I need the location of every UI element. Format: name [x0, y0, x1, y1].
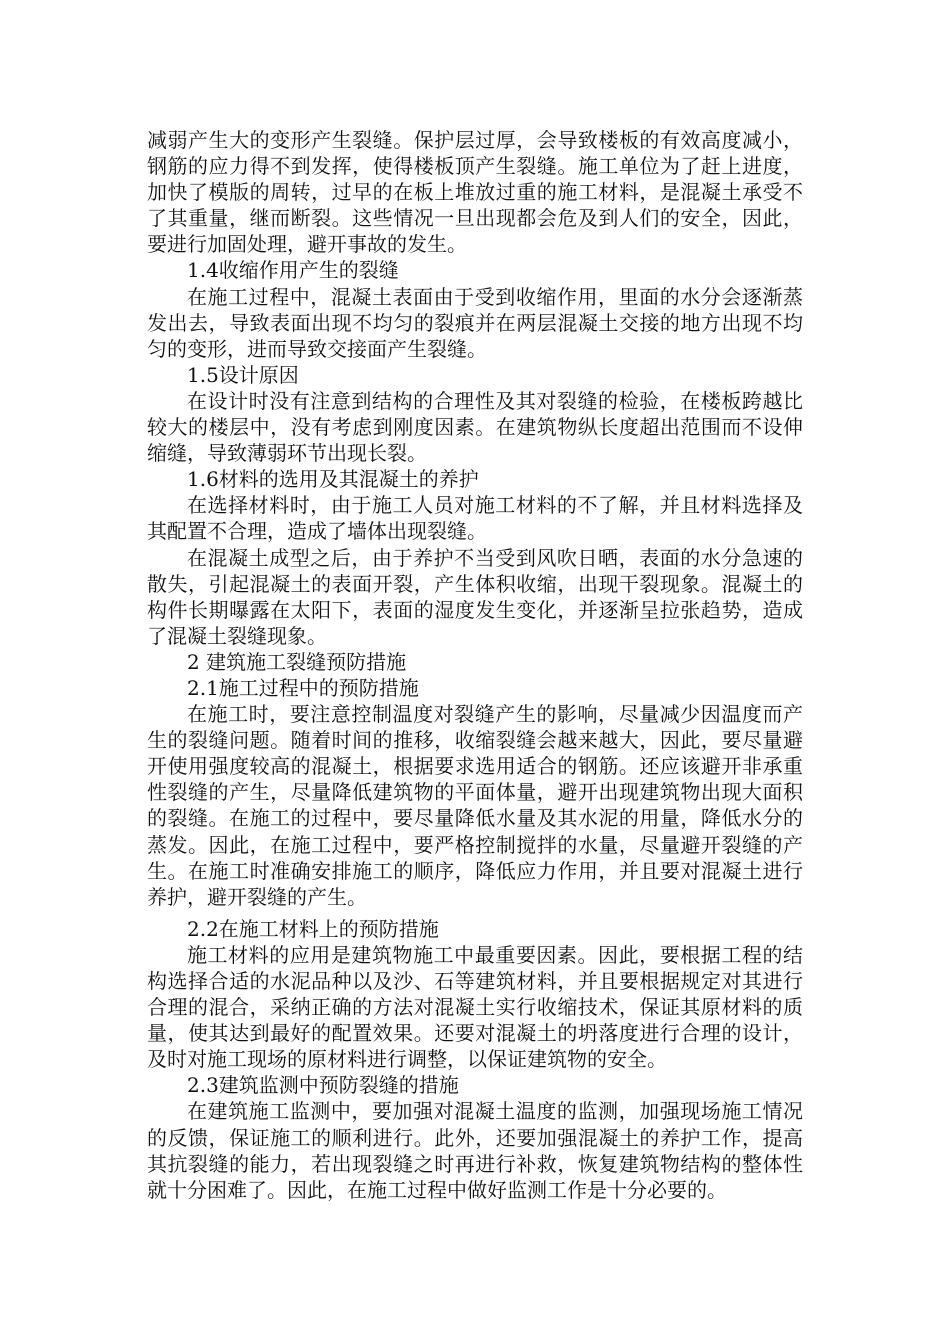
paragraph-1-5: 在设计时没有注意到结构的合理性及其对裂缝的检验，在楼板跨越比较大的楼层中，没有考虑到刚度因素。在建筑物纵长度超出范围而不设伸缩缝，导致薄弱环节出现长裂。 [147, 388, 803, 466]
section-heading-2-1: 2.1施工过程中的预防措施 [187, 675, 419, 700]
section-heading-1-5: 1.5设计原因 [187, 362, 299, 387]
paragraph-2-2: 施工材料的应用是建筑物施工中最重要因素。因此，要根据工程的结构选择合适的水泥品种以及沙、石等建筑材料，并且要根据规定对其进行合理的混合，采纳正确的方法对混凝土实行收缩技术，保证其原材料的质量，使其达到最好的配置效果。还要对混凝土的坍落度进行合理的设计，及时对施工现场的原材料进行调整，以保证建筑物的安全。 [147, 942, 803, 1072]
paragraph-continued: 减弱产生大的变形产生裂缝。保护层过厚，会导致楼板的有效高度减小，钢筋的应力得不到发挥，使得楼板顶产生裂缝。施工单位为了赶上进度，加快了模版的周转，过早的在板上堆放过重的施工材料，是混凝土承受不了其重量，继而断裂。这些情况一旦出现都会危及到人们的安全，因此，要进行加固处理，避开事故的发生。 [147, 128, 803, 257]
section-heading-2-2: 2.2在施工材料上的预防措施 [187, 916, 439, 941]
paragraph-1-6-a: 在选择材料时，由于施工人员对施工材料的不了解，并且材料选择及其配置不合理，造成了墙体出现裂缝。 [147, 493, 803, 544]
section-heading-2-3: 2.3建筑监测中预防裂缝的措施 [187, 1073, 459, 1098]
paragraph-1-4: 在施工过程中，混凝土表面由于受到收缩作用，里面的水分会逐渐蒸发出去，导致表面出现不均匀的裂痕并在两层混凝土交接的地方出现不均匀的变形，进而导致交接面产生裂缝。 [147, 284, 803, 361]
document-body [147, 127, 803, 1203]
section-heading-1-6: 1.6材料的选用及其混凝土的养护 [187, 467, 479, 492]
section-heading-1-4: 1.4收缩作用产生的裂缝 [187, 258, 399, 283]
paragraph-2-3: 在建筑施工监测中，要加强对混凝土温度的监测，加强现场施工情况的反馈，保证施工的顺利进行。此外，还要加强混凝土的养护工作，提高其抗裂缝的能力，若出现裂缝之时再进行补救，恢复建筑物结构的整体性就十分困难了。因此，在施工过程中做好监测工作是十分必要的。 [147, 1099, 803, 1202]
paragraph-1-6-b: 在混凝土成型之后，由于养护不当受到风吹日晒，表面的水分急速的散失，引起混凝土的表面开裂，产生体积收缩，出现干裂现象。混凝土的构件长期曝露在太阳下，表面的湿度发生变化，并逐渐呈拉张趋势，造成了混凝土裂缝现象。 [147, 545, 803, 648]
chapter-heading-2: 2 建筑施工裂缝预防措施 [187, 649, 407, 674]
paragraph-2-1: 在施工时，要注意控制温度对裂缝产生的影响，尽量减少因温度而产生的裂缝问题。随着时间的推移，收缩裂缝会越来越大，因此，要尽量避开使用强度较高的混凝土，根据要求选用适合的钢筋。还应该避开非承重性裂缝的产生，尽量降低建筑物的平面体量，避开出现建筑物出现大面积的裂缝。在施工的过程中，要尽量降低水量及其水泥的用量，降低水分的蒸发。因此，在施工过程中，要严格控制搅拌的水量，尽量避开裂缝的产生。在施工时准确安排施工的顺序，降低应力作用，并且要对混凝土进行养护，避开裂缝的产生。 [147, 702, 803, 909]
